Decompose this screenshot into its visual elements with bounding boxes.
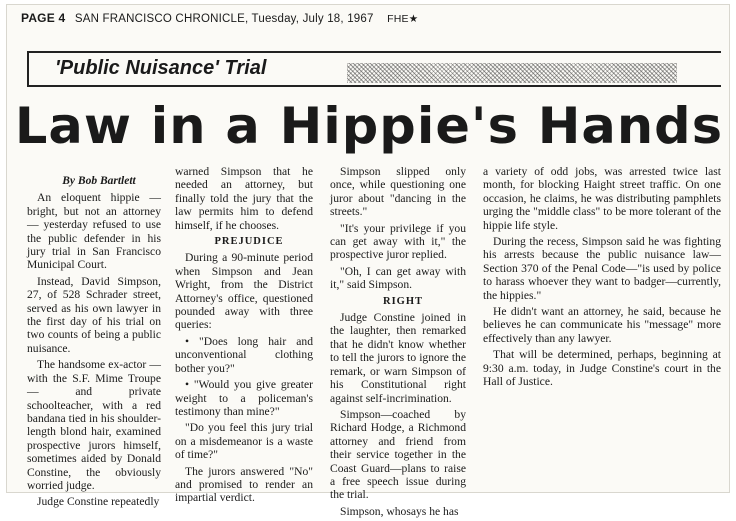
article-column-4 [483, 165, 721, 392]
page-number: PAGE 4 [21, 11, 66, 25]
paragraph: The handsome ex-actor — with the S.F. Mime Troupe — and private schoolteacher, with a red bandana tied in his shoulder-length blond hair, examined prospective jurors himself, sometimes aided by Donald Constine, the obviously worried judge. [27, 358, 161, 492]
headline: Law in a Hippie's Hands [14, 97, 724, 155]
paragraph: Simpson—coached by Richard Hodge, a Richmond attorney and friend from their service together in the Coast Guard—plans to raise a free speech issue during the trial. [330, 407, 466, 502]
paragraph: That will be determined, perhaps, beginning at 9:30 a.m. today, in Judge Constine's court in the Hall of Justice. [483, 348, 721, 389]
paragraph: "Oh, I can get away with it," said Simpson. [330, 264, 466, 292]
paper-date: SAN FRANCISCO CHRONICLE, Tuesday, July 18, 1967 [74, 13, 374, 25]
halftone-screen [347, 63, 677, 83]
newspaper-page [6, 4, 730, 518]
paragraph: • "Would you give greater weight to a policeman's testimony than mine?" [175, 378, 313, 418]
paragraph: • "Does long hair and unconventional clothing bother you?" [175, 334, 313, 375]
paragraph: warned Simpson that he needed an attorney, but finally told the jury that the law permits him to defend himself, if he chooses. [175, 165, 313, 232]
paragraph: During the recess, Simpson said he was fighting his arrests because the public nuisance law—Section 370 of the Penal Code—"is used by police to harass whoever they want to badger—currently, the hippies." [483, 235, 721, 302]
article-column-2 [175, 165, 313, 508]
paragraph: The jurors answered "No" and promised to render an impartial verdict. [175, 464, 313, 505]
article-column-3 [330, 165, 466, 521]
kicker-banner [27, 51, 721, 87]
paragraph: An eloquent hippie — bright, but not an attorney — yesterday refused to use the public defender in his jury trial in San Francisco Municipal Court. [27, 191, 161, 272]
paragraph: Simpson slipped only once, while questioning one juror about "dancing in the streets." [330, 165, 466, 219]
paragraph: "It's your privilege if you can get away with it," the prospective juror replied. [330, 221, 466, 262]
paragraph: a variety of odd jobs, was arrested twice last month, for blocking Haight street traffic. On one occasion, he claims, he was distributing pamphlets urging the "middle class" to be more tolerant of the hippie life style. [483, 165, 721, 232]
paragraph: "Do you feel this jury trial on a misdemeanor is a waste of time?" [175, 421, 313, 462]
kicker: 'Public Nuisance' Trial [55, 57, 267, 79]
paragraph: Instead, David Simpson, 27, of 528 Schrader street, served as his own lawyer in the first day of his trial on two counts of being a public nuisance. [27, 274, 161, 355]
masthead [21, 11, 721, 29]
subhead: RIGHT [382, 295, 423, 307]
article-column-1 [27, 175, 161, 512]
paragraph: Judge Constine repeatedly [37, 495, 160, 509]
paragraph: He didn't want an attorney, he said, because he believes he can communicate his "message" more effectively than any lawyer. [483, 305, 721, 345]
paragraph: Simpson, whosays he has [340, 504, 459, 518]
paragraph: Judge Constine joined in the laughter, then remarked that he didn't know whether to tell the jurors to ignore the remark, or warn Simpson of his Constitutional right against self-incrimination. [330, 311, 466, 405]
byline: By Bob Bartlett [62, 175, 136, 187]
subhead: PREJUDICE [214, 236, 284, 248]
edition-mark: FHE★ [387, 13, 419, 25]
paragraph: During a 90-minute period when Simpson and Jean Wright, from the District Attorney's office, questioned pounded away with three queries: [175, 251, 313, 332]
